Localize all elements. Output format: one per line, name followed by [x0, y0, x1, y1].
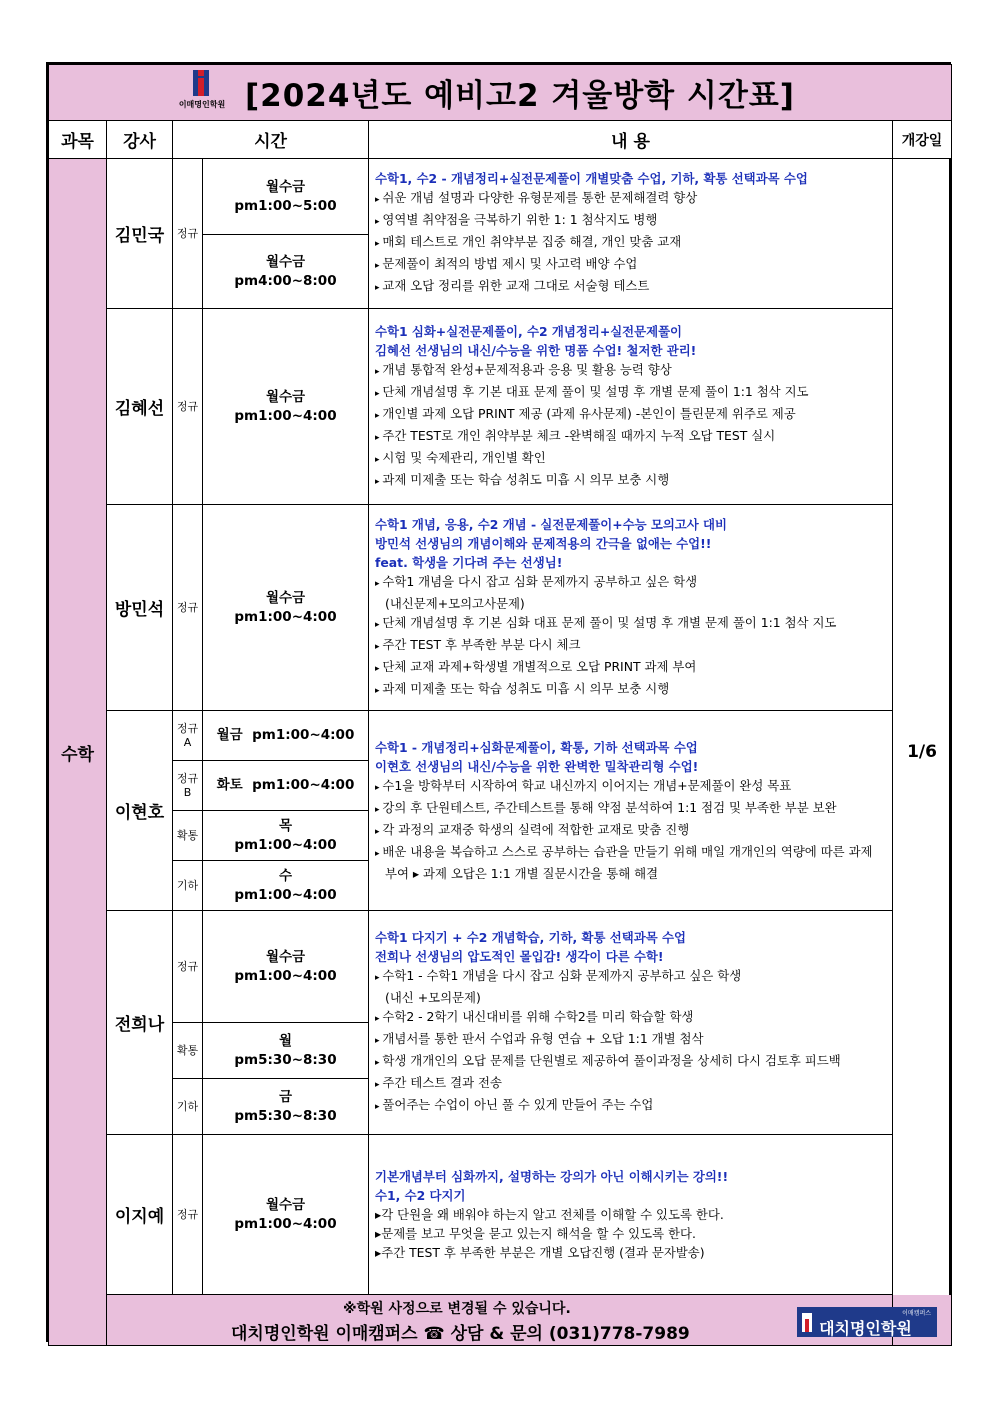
class-content: 수학1, 수2 - 개념정리+실전문제풀이 개별맞춤 수업, 기하, 확통 선택과목 수업 ▸ 쉬운 개념 설명과 다양한 유형문제를 통한 문제해결력 향상 ▸ 영역별 취약점을 극복하기 위한 1: 1 첨삭지도 병행 ▸ 매회 테스트로 개인 취약부분 집중 해결, 개인 맞춤 교재 ▸ 문제풀이 최적의 방법 제시 및 사고력 배양 수업 ▸ 교재 오답 정리를 위한 교재 그대로 서술형 테스트 [369, 159, 893, 309]
class-time: 월수금 pm1:00~5:00 [203, 159, 369, 235]
class-time: 월수금 pm1:00~4:00 [203, 1135, 369, 1295]
class-type: 확통 [173, 1023, 203, 1079]
teacher-name: 이지예 [107, 1135, 173, 1295]
brand-logo-icon [802, 1313, 812, 1332]
class-time: 월수금 pm1:00~4:00 [203, 309, 369, 505]
timetable-sheet [46, 62, 951, 1342]
brand-name: 대치명인학원 [819, 1319, 912, 1338]
class-type: 기하 [173, 861, 203, 911]
teacher-name: 방민석 [107, 505, 173, 711]
page-title: [2024년도 예비고2 겨울방학 시간표] [245, 78, 795, 114]
teacher-name: 김민국 [107, 159, 173, 309]
col-subject: 과목 [49, 121, 107, 159]
row-teacher-5 [49, 1135, 952, 1295]
class-content: 수학1 개념, 응용, 수2 개념 - 실전문제풀이+수능 모의고사 대비 방민석 선생님의 개념이해와 문제적용의 간극을 없애는 수업!! feat. 학생을 기다려 주는 선생님! ▸ 수학1 개념을 다시 잡고 심화 문제까지 공부하고 싶은 학생 (내신문제+모의고사문제) ▸ 단체 개념설명 후 기본 심화 대표 문제 풀이 및 설명 후 개별 문제 풀이 1:1 첨삭 지도 ▸ 주간 TEST 후 부족한 부분 다시 체크 ▸ 단체 교재 과제+학생별 개별적으로 오답 PRINT 과제 부여 ▸ 과제 미제출 또는 학습 성취도 미흡 시 의무 보충 시행 [369, 505, 893, 711]
contact-info: 대치명인학원 이매캠퍼스 ☎ 상담 & 문의 (031)778-7989 [231, 1324, 690, 1344]
class-content: 수학1 - 개념정리+심화문제풀이, 확통, 기하 선택과목 수업 이현호 선생님의 내신/수능을 위한 완벽한 밀착관리형 수업! ▸ 수1을 방학부터 시작하여 학교 내신까지 이어지는 개념+문제풀이 완성 목표 ▸ 강의 후 단원테스트, 주간테스트를 통해 약점 분석하여 1:1 점검 및 부족한 부분 보완 ▸ 각 과정의 교재중 학생의 실력에 적합한 교재로 맞춤 진행 ▸ 배운 내용을 복습하고 스스로 공부하는 습관을 만들기 위해 매일 개개인의 역량에 따른 과제 부여 ▸ 과제 오답은 1:1 개별 질문시간을 통해 해결 [369, 711, 893, 911]
timetable [48, 64, 952, 1346]
col-teacher: 강사 [107, 121, 173, 159]
class-time: 월수금 pm4:00~8:00 [203, 235, 369, 309]
class-content: 기본개념부터 심화까지, 설명하는 강의가 아닌 이해시키는 강의!! 수1, 수2 다지기 ▸각 단원을 왜 배워야 하는지 알고 전체를 이해할 수 있도록 한다. ▸문제를 보고 무엇을 묻고 있는지 해석을 할 수 있도록 한다. ▸주간 TEST 후 부족한 부분은 개별 오답진행 (결과 문자발송) [369, 1135, 893, 1295]
row-teacher-2 [49, 505, 952, 711]
class-type: 정규 A [173, 711, 203, 761]
class-time: 월수금 pm1:00~4:00 [203, 911, 369, 1023]
teacher-name: 김혜선 [107, 309, 173, 505]
title-row [49, 65, 952, 121]
brand-badge [797, 1307, 937, 1337]
class-type: 정규 B [173, 761, 203, 811]
class-type: 정규 [173, 309, 203, 505]
class-time: 금 pm5:30~8:30 [203, 1079, 369, 1135]
footer-row [49, 1295, 952, 1346]
row-teacher-0a [49, 159, 952, 235]
class-time: 월수금 pm1:00~4:00 [203, 505, 369, 711]
class-content: 수학1 심화+실전문제풀이, 수2 개념정리+실전문제풀이 김혜선 선생님의 내신/수능을 위한 명품 수업! 철저한 관리! ▸ 개념 통합적 완성+문제적용과 응용 및 활용 능력 향상 ▸ 단체 개념설명 후 기본 대표 문제 풀이 및 설명 후 개별 문제 풀이 1:1 첨삭 지도 ▸ 개인별 과제 오답 PRINT 제공 (과제 유사문제) -본인이 틀린문제 위주로 제공 ▸ 주간 TEST로 개인 취약부분 체크 -완벽해질 때까지 누적 오답 TEST 실시 ▸ 시험 및 숙제관리, 개인별 확인 ▸ 과제 미제출 또는 학습 성취도 미흡 시 의무 보충 시행 [369, 309, 893, 505]
subject-cell: 수학 [49, 159, 107, 1346]
logo-mark-icon [193, 70, 209, 96]
class-time: 수 pm1:00~4:00 [203, 861, 369, 911]
class-content: 수학1 다지기 + 수2 개념학습, 기하, 확통 선택과목 수업 전희나 선생님의 압도적인 몰입감! 생각이 다른 수학! ▸ 수학1 - 수학1 개념을 다시 잡고 심화 문제까지 공부하고 싶은 학생 (내신 +모의문제) ▸ 수학2 - 2학기 내신대비를 위해 수학2를 미리 학습할 학생 ▸ 개념서를 통한 판서 수업과 유형 연습 + 오답 1:1 개별 첨삭 ▸ 학생 개개인의 오답 문제를 단원별로 제공하여 풀이과정을 상세히 다시 검토후 피드백 ▸ 주간 테스트 결과 전송 ▸ 풀어주는 수업이 아닌 풀 수 있게 만들어 주는 수업 [369, 911, 893, 1135]
class-time: 목 pm1:00~4:00 [203, 811, 369, 861]
class-time: 월 pm5:30~8:30 [203, 1023, 369, 1079]
teacher-name: 전희나 [107, 911, 173, 1135]
class-type: 기하 [173, 1079, 203, 1135]
logo-text: 이매명인학원 [178, 100, 226, 109]
open-date: 1/6 [893, 159, 952, 1346]
col-content: 내 용 [369, 121, 893, 159]
teacher-name: 이현호 [107, 711, 173, 911]
academy-logo [173, 69, 231, 117]
class-type: 정규 [173, 911, 203, 1023]
row-teacher-1 [49, 309, 952, 505]
class-type: 정규 [173, 159, 203, 309]
row-teacher-3a [49, 711, 952, 761]
col-open-date: 개강일 [893, 121, 952, 159]
header-row [49, 121, 952, 159]
class-type: 확통 [173, 811, 203, 861]
class-type: 정규 [173, 1135, 203, 1295]
col-time: 시간 [173, 121, 369, 159]
class-type: 정규 [173, 505, 203, 711]
brand-campus: 이매캠퍼스 [902, 1310, 932, 1317]
row-teacher-4a [49, 911, 952, 1023]
class-time: 화토 pm1:00~4:00 [203, 761, 369, 811]
change-notice: ※학원 사정으로 변경될 수 있습니다. [343, 1301, 571, 1317]
class-time: 월금 pm1:00~4:00 [203, 711, 369, 761]
